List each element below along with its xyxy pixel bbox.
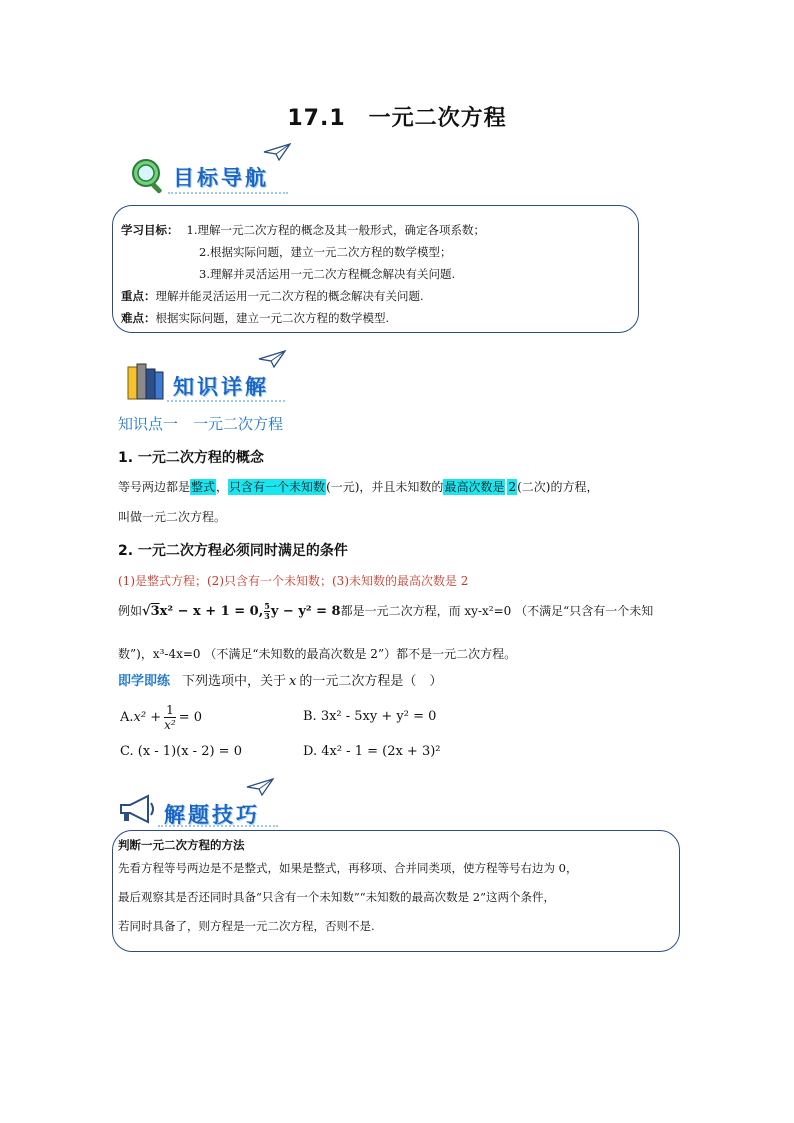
goals-banner-underline [168,192,288,195]
option-c[interactable]: C. (x - 1)(x - 2) = 0 [120,744,242,759]
goals-banner-title: 目标导航 [173,166,269,190]
example-line-1: 例如√3x² − x + 1 = 0, $\frac{5}{3}$ y − y² = 8都是一元二次方程，而 xy-x²=0 （不满足“只含有一个未知 [118,601,654,621]
knowledge-banner [125,355,305,405]
skills-title: 判断一元二次方程的方法 [118,838,245,852]
skills-banner-underline [158,825,278,828]
skills-box [112,830,680,952]
highlight-integral: 整式 [191,480,216,494]
knowledge-banner-title: 知识详解 [173,375,269,399]
conditions-heading: 2. 一元二次方程必须同时满足的条件 [118,543,348,559]
example-equation-2: $\frac{5}{3}$ y − y² = 8 [264,601,341,621]
difficult-text: 根据实际问题，建立一元二次方程的数学模型. [155,311,390,325]
concept-definition-line2: 叫做一元二次方程。 [118,510,227,524]
goal-item-2: 2.根据实际问题，建立一元二次方程的数学模型； [199,245,452,259]
paper-plane-icon [246,777,274,797]
knowledge-point-title: 知识点一 一元二次方程 [118,415,284,433]
skills-banner-title: 解题技巧 [164,803,260,827]
practice-label: 即学即练 [118,674,171,689]
option-b[interactable]: B. 3x² - 5xy + y² = 0 [303,709,437,724]
megaphone-icon [118,793,158,825]
paper-plane-icon [263,142,291,162]
concept-heading: 1. 一元二次方程的概念 [118,450,264,466]
example-equation-1: √3x² − x + 1 = 0, [142,604,264,619]
knowledge-banner-underline [167,400,285,403]
skills-line-3: 若同时具备了，则方程是一元二次方程，否则不是. [118,919,375,933]
goal-item-3: 3.理解并灵活运用一元二次方程概念解决有关问题. [199,267,456,281]
concept-definition: 等号两边都是整式，只含有一个未知数(一元)，并且未知数的最高次数是 2(二次)的方程， [118,480,599,494]
goal-item-1: 1.理解一元二次方程的概念及其一般形式，确定各项系数； [186,223,485,237]
books-icon [125,361,167,403]
key-text: 理解并能灵活运用一元二次方程的概念解决有关问题. [155,289,424,303]
option-a[interactable]: A.x² + $\frac{1}{\text{x²}}$ = 0 [120,703,203,732]
highlight-one-unknown: 只含有一个未知数 [229,480,326,494]
skills-line-1: 先看方程等号两边是不是整式，如果是整式，再移项、合并同类项，使方程等号右边为 0， [118,861,578,875]
conditions-list: (1)是整式方程；(2)只含有一个未知数；(3)未知数的最高次数是 2 [118,574,469,588]
difficult-label: 难点： [121,311,156,325]
goals-box [112,205,639,333]
magnifier-icon [128,155,168,195]
example-line-2: 数”)，x³-4x=0 （不满足“未知数的最高次数是 2”）都不是一元二次方程。 [118,647,517,661]
option-d[interactable]: D. 4x² - 1 = (2x + 3)² [303,744,441,759]
goals-label: 学习目标： [121,223,179,237]
practice-question: 即学即练 下列选项中，关于 x 的一元二次方程是（ ） [118,674,443,689]
highlight-two: 2 [508,480,517,494]
paper-plane-icon [258,349,286,369]
skills-line-2: 最后观察其是否还同时具备“只含有一个未知数”“未知数的最高次数是 2”这两个条件， [118,890,555,904]
goals-banner [128,150,308,195]
page-title: 17.1 一元二次方程 [287,106,507,131]
highlight-highest-degree: 最高次数是 [444,480,505,494]
key-label: 重点： [121,289,156,303]
skills-banner [118,783,298,828]
